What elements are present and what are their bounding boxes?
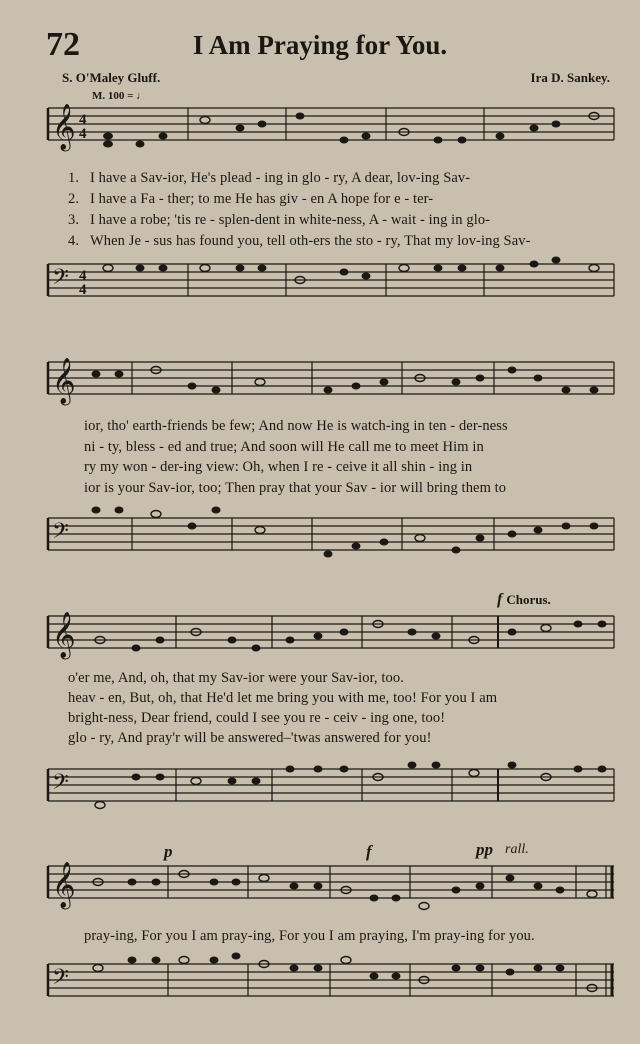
- svg-text:𝄞: 𝄞: [52, 612, 76, 657]
- treble-staff-system-3: [0, 604, 640, 668]
- dynamic-forte: f: [366, 842, 372, 861]
- svg-text:4: 4: [79, 126, 87, 142]
- svg-text:𝄢: 𝄢: [52, 265, 69, 294]
- treble-staff-system-1: [0, 96, 640, 168]
- lyric-verse-4-line-1: 4. When Je - sus has found you, tell oth-ers the sto - ry, That my lov-ing Sav-: [68, 233, 531, 249]
- bass-staff-system-1: [0, 252, 640, 312]
- bass-staff-system-2: [0, 504, 640, 566]
- composer-credit: Ira D. Sankey.: [530, 70, 610, 85]
- author-credit: S. O'Maley Gluff.: [62, 70, 161, 85]
- lyric-verse-2-line-1: 2. I have a Fa - ther; to me He has giv - en A hope for e - ter-: [68, 191, 434, 207]
- hymn-number: 72: [46, 26, 80, 63]
- lyric-verse-4-line-3: glo - ry, And pray'r will be answered–'twas answered for you!: [68, 730, 432, 746]
- treble-staff-system-4: [0, 852, 640, 922]
- dynamic-piano: p: [164, 842, 173, 861]
- svg-text:𝄢: 𝄢: [52, 770, 69, 799]
- lyric-verse-2-line-3: heav - en, But, oh, that He'd let me bring you with me, too! For you I am: [68, 690, 498, 706]
- dynamic-pianissimo: pp: [476, 840, 493, 859]
- svg-text:𝄞: 𝄞: [52, 104, 76, 149]
- svg-text:4: 4: [79, 112, 87, 128]
- svg-text:4: 4: [79, 282, 87, 298]
- lyric-verse-2-line-2: ni - ty, bless - ed and true; And soon will He call me to meet Him in: [84, 439, 484, 455]
- lyric-verse-1-line-2: ior, tho' earth-friends be few; And now He is watch-ing in ten - der-ness: [84, 418, 508, 434]
- chorus-label: f Chorus.: [497, 591, 551, 608]
- treble-staff-system-2: [0, 350, 640, 418]
- rallentando-mark: rall.: [505, 842, 529, 857]
- svg-text:𝄢: 𝄢: [52, 965, 69, 994]
- lyric-verse-3-line-3: bright-ness, Dear friend, could I see you re - ceiv - ing one, too!: [68, 710, 446, 726]
- svg-text:𝄞: 𝄞: [52, 862, 76, 907]
- lyric-refrain-line: pray-ing, For you I am pray-ing, For you I am praying, I'm pray-ing for you.: [84, 928, 535, 944]
- svg-text:4: 4: [79, 268, 87, 284]
- lyric-verse-3-line-1: 3. I have a robe; 'tis re - splen-dent in white-ness, A - wait - ing in glo-: [68, 212, 491, 228]
- bass-staff-system-3: [0, 755, 640, 823]
- svg-text:𝄢: 𝄢: [52, 519, 69, 548]
- hymn-title: I Am Praying for You.: [192, 30, 448, 60]
- bass-staff-system-4: [0, 950, 640, 1010]
- lyric-verse-1-line-3: o'er me, And, oh, that my Sav-ior were your Sav-ior, too.: [68, 670, 404, 686]
- svg-text:𝄞: 𝄞: [52, 358, 76, 403]
- lyric-verse-1-line-1: 1. I have a Sav-ior, He's plead - ing in glo - ry, A dear, lov-ing Sav-: [68, 170, 471, 186]
- metronome-mark: M. 100 = ♩: [92, 90, 148, 102]
- lyric-verse-4-line-2: ior is your Sav-ior, too; Then pray that your Sav - ior will bring them to: [84, 480, 507, 496]
- lyric-verse-3-line-2: ry my won - der-ing view: Oh, when I re - ceive it all shin - ing in: [84, 459, 473, 475]
